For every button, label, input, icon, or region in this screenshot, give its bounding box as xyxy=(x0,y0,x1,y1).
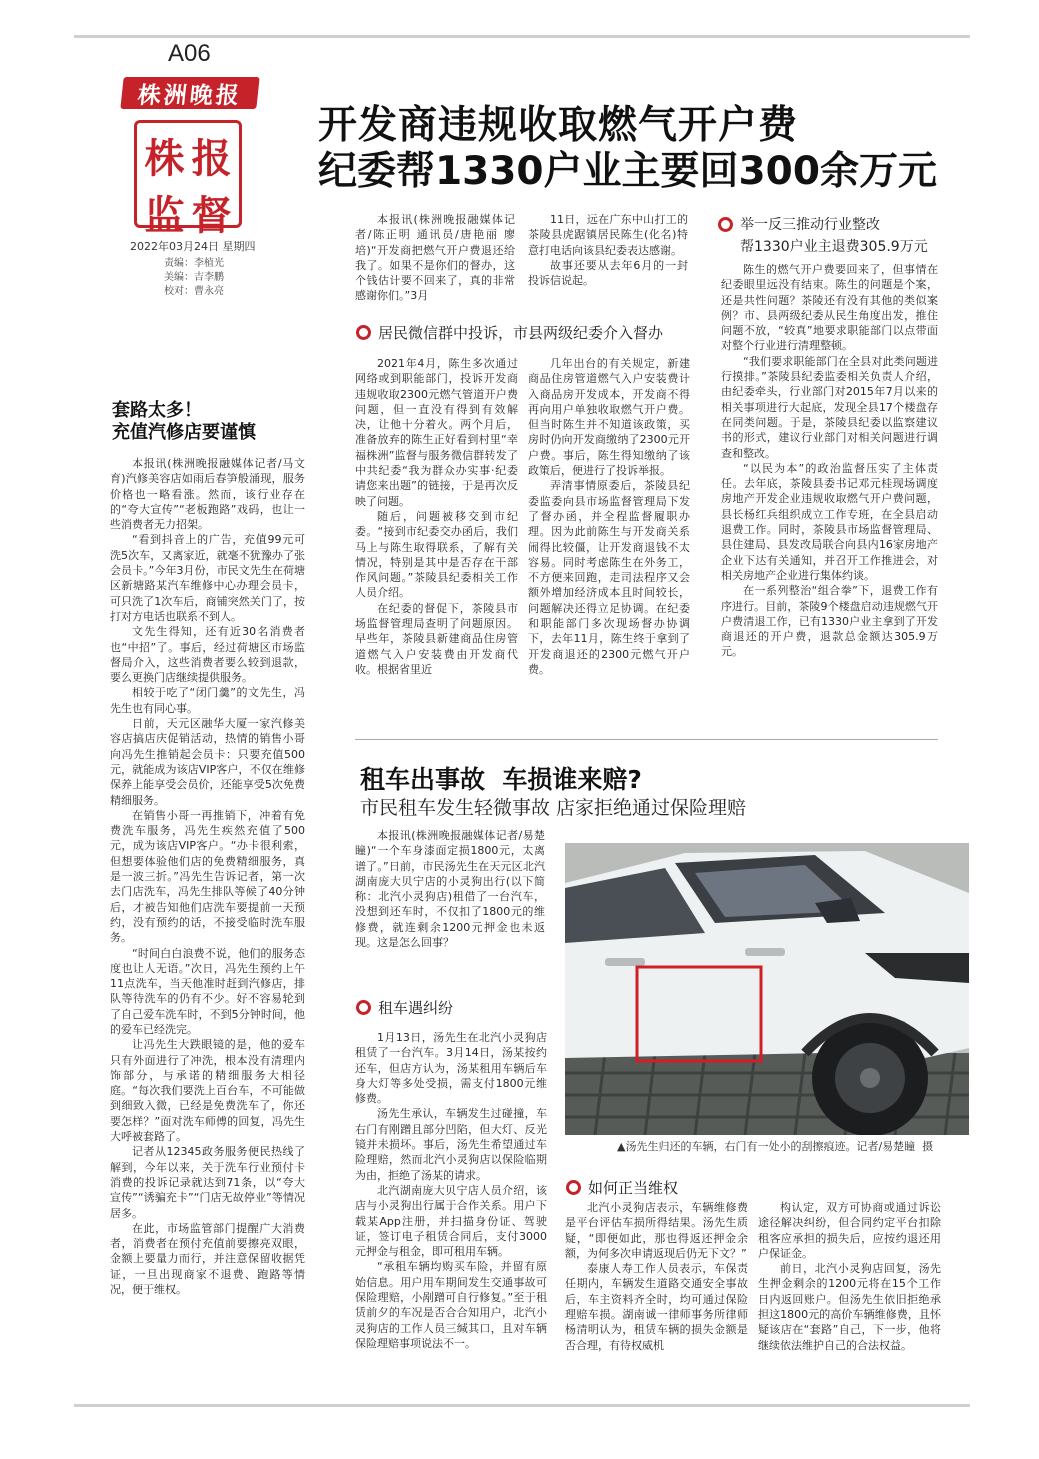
lead-subhead-2: 举一反三推动行业整改 帮1330户业主退费305.9万元 xyxy=(718,214,948,256)
car-intro: 本报讯(株洲晚报融媒体记者/易楚瞳)“一个车身漆面定损1800元，太离谱了。”日前，市民汤先生在天元区北汽湖南庞大贝宁店的小灵狗出行(以下简称：北汽小灵狗店)租借了一台汽车，没想到还车时，不仅扣了1800元的维修费，就连剩余1200元押金也未返现。这是怎么回事？ xyxy=(355,829,545,950)
left-headline-line1: 套路太多！ xyxy=(112,400,202,421)
lead-intro-col2: 11日，远在广东中山打工的茶陵县虎踞镇居民陈生(化名)特意打电话向该县纪委表达感谢。 故事还要从去年6月的一封投诉信说起。 xyxy=(528,213,688,288)
bullet-dot-icon xyxy=(356,1000,371,1015)
car-sub1-col: 1月13日，汤先生在北汽小灵狗店租赁了一台汽车。3月14日，汤某按约还车，但店方认为，汤某租用车辆后车身大灯等多处受损，需支付1800元维修费。 汤先生承认，车辆发生过碰撞，车右门有刚蹭且部分凹陷，但大灯、反光镜并未损坏。事后，汤先生希望通过车险理赔，然而北汽小灵狗店以保险临期为由，拒绝了汤某的请求。 北汽湖南庞大贝宁店人员介绍，该店与小灵狗出行属于合作关系。用户下载某App注册，并扫描身份证、驾驶证，签订电子租赁合同后，支付3000元押金与租金，即可租用车辆。 “承租车辆均购买车险，并留有原始信息。用户用车期间发生交通事故可保险理赔，小剐蹭可自行修复。”至于租赁前夕的车况是否合合知用户，北汽小灵狗店的工作人员三缄其口，且对车辆保险理赔事项说法不一。 xyxy=(355,1031,547,1350)
lead-sub1-col2: 几年出台的有关规定，新建商品住房管道燃气入户安装费计入商品房开发成本，开发商不得再向用户单独收取燃气开户费。但当时陈生并不知道该政策，买房时仍向开发商缴纳了2300元开户费。事后，陈生得知缴纳了该政策后，便进行了投诉举报。 弄清事情原委后，茶陵县纪委监委向县市场监督管理局下发了督办函，并全程监督履职办理。因为此前陈生与开发商关系闹得比较僵，让开发商退钱不太容易。同时考虑陈生在外务工，不方便来回跑，走司法程序又会额外增加经济成本且时间较长，问题解决还得立足协调。在纪委和职能部门多次现场督办协调下，去年11月，陈生终于拿到了开发商退还的2300元燃气开户费。 xyxy=(528,357,690,676)
top-rule xyxy=(74,35,970,38)
lead-headline-line2: 纪委帮1330户业主要回300余万元 xyxy=(318,149,937,194)
bottom-rule xyxy=(74,1404,970,1407)
seal-char: 督 xyxy=(191,192,232,239)
lead-sub2-col: 陈生的燃气开户费要回来了，但事情在纪委眼里远没有结束。陈生的问题是个案，还是共性问题？茶陵还有没有其他的类似案例？市、县两级纪委从民生角度出发，推住问题不放，“较真”地要求职能部门以点带面对整个行业进行清理整顿。 “我们要求职能部门在全县对此类问题进行摸排。”茶陵县纪委监委相关负责人介绍，由纪委牵头，行业部门对2015年7月以来的相关事项进行大起底，发现全县17个楼盘存在同类问题。于是，茶陵县纪委以监察建议书的形式，建议行业部门对相关问题进行调查和整改。 “以民为本”的政治监督压实了主体责任。去年底，茶陵县委书记邓元桂现场调度房地产开发企业违规收取燃气开户费问题，县长杨红兵组织成立工作专班，在全县启动退费工作。同时，茶陵县市场监督管理局、县住建局、县发改局联合向县内16家房地产企业下达有关通知，并召开工作推进会，对相关房地产企业进行集体约谈。 在一系列整治“组合拳”下，退费工作有序进行。目前，茶陵9个楼盘启动违规燃气开户费清退工作，已有1330户业主拿到了开发商退还的开户费，退款总金额达305.9万元。 xyxy=(721,263,938,659)
bullet-dot-icon xyxy=(356,325,371,340)
left-headline-line2: 充值汽修店要谨慎 xyxy=(112,422,256,443)
car-subhead-2: 如何正当维权 xyxy=(566,1177,678,1198)
car-photo xyxy=(565,843,969,1135)
credit-editor: 责编：李植光 xyxy=(164,258,224,269)
seal-char: 报 xyxy=(191,135,232,182)
seal-char: 监 xyxy=(144,192,185,239)
masthead-logo xyxy=(120,77,259,109)
car-headline: 租车出事故 车损谁来赔? xyxy=(360,765,642,794)
car-subhead-1: 租车遇纠纷 xyxy=(356,997,453,1018)
credit-designer: 美编：吉李鹏 xyxy=(164,272,224,283)
issue-date: 2022年03月24日 星期四 xyxy=(130,240,256,253)
lead-headline-line1: 开发商违规收取燃气开户费 xyxy=(318,103,799,148)
car-subheadline: 市民租车发生轻微事故 店家拒绝通过保险理赔 xyxy=(360,797,747,819)
left-story-body: 本报讯(株洲晚报融媒体记者/马文育)汽修美容店如雨后春笋般涌现，服务价格也一略看涨。然而，该行业存在的“夸大宣传”“老板跑路”戏码，也让一些消费者无力招架。 “看到抖音上的广告，充值99元可洗5次车，又离家近，就毫不犹豫办了张会员卡。”今年3月份，市民文先生在荷塘区新塘路某汽车维修中心办理会员卡，可只洗了1次车后，商铺突然关门了，按打对方电话也联系不到人。 文先生得知，还有近30名消费者也“中招”了。事后，经过荷塘区市场监督局介入，这些消费者要么较到退款，要么更换门店继续提供服务。 相较于吃了“闭门羹”的文先生，冯先生也有同心事。 日前，天元区融华大厦一家汽修美容店搞店庆促销活动，热情的销售小哥向冯先生推销起会员卡：只要充值500元，就能成为该店VIP客户，不仅在维修保养上能享受会员价，还能享受5次免费精细服务。 在销售小哥一再推销下，冲着有免费洗车服务，冯先生疾然充值了500元，成为该店VIP客户。“办卡很利索，但想要体验他们店的免费精细服务，真是一波三折。”冯先生告诉记者，第一次去门店洗车，冯先生排队等候了40分钟后，才被告知他们店洗车要提前一天预约，没有预约的话，不接受临时洗车服务。 “时间白白浪费不说，他们的服务态度也让人无语。”次日，冯先生预约上午11点洗车，当天他准时赶到汽修店，排队等待洗车的仍有不少。好不容易轮到了自己爱车洗车时，不到5分钟时间，他的爱车已经洗完。 让冯先生大跌眼镜的是，他的爱车只有外面进行了冲洗，根本没有清理内饰部分，与承诺的精细服务大相径庭。“每次我们要洗上百台车，不可能做到细致入微，已经是免费洗车了，你还要怎样？”面对洗车师傅的回复，冯先生大呼被套路了。 记者从12345政务服务便民热线了解到，今年以来，关于洗车行业预付卡消费的投诉记录就达到71条，以“夸大宣传”“诱骗充卡”“门店无故停业”等情况居多。 在此，市场监管部门提醒广大消费者，消费者在预付充值前要擦亮双眼，金额上要量力而行，并注意保留收据凭证，一旦出现商家不退费、跑路等情况，便于维权。 xyxy=(110,457,305,1297)
photo-caption: ▲汤先生归还的车辆，右门有一处小的刮擦痕迹。记者/易楚瞳 摄 xyxy=(617,1140,934,1153)
section-divider xyxy=(355,739,938,740)
seal-char: 株 xyxy=(144,135,185,182)
lead-subhead-1: 居民微信群中投诉，市县两级纪委介入督办 xyxy=(356,322,663,343)
car-sub2-col1: 北汽小灵狗店表示，车辆维修费是平台评估车损所得结果。汤先生质疑，“即便如此，那也得返还押金余额，为何多次申请返现后仍无下文？” 泰康人寿工作人员表示，车保责任期内，车辆发生道路交通安全事故后，车主资料齐全时，均可通过保险理赔车损。湖南诚一律师事务所律师杨清明认为，租赁车辆的损失金额是否合理，有待权威机 xyxy=(565,1201,748,1352)
seal-stamp xyxy=(134,120,242,239)
car-sub2-col2: 构认定，双方可协商或通过诉讼途径解决纠纷，但合同约定平台扣除租客应承担的损失后，应按约退还用户保证金。 前日，北汽小灵狗店回复，汤先生押金剩余的1200元将在15个工作日内返回账户。但汤先生依旧拒绝承担这1800元的高价车辆维修费，且怀疑该店在“套路”自己，下一步，他将继续依法维护自己的合法权益。 xyxy=(758,1201,941,1352)
bullet-dot-icon xyxy=(718,217,733,232)
lead-intro-col1: 本报讯(株洲晚报融媒体记者/陈正明 通讯员/唐艳丽 廖培)“开发商把燃气开户费退还给我了。如果不是你们的督办，这个钱估计要不回来了，真的非常感谢你们。”3月 xyxy=(355,213,515,303)
page-number: A06 xyxy=(168,40,211,67)
bullet-dot-icon xyxy=(566,1180,581,1195)
credit-proofreader: 校对：曹永亮 xyxy=(164,286,224,297)
car-photo-illustration xyxy=(565,843,969,1135)
lead-sub1-col1: 2021年4月，陈生多次通过网络或到职能部门，投诉开发商违规收取2300元燃气管道开户费问题，但一直没有得到有效解决，让他十分着火。两个月后，准备放弃的陈生正好看到村里“幸福株洲”监督与服务微信群转发了中共纪委“我为群众办实事·纪委请您来出题”的链接，于是再次反映了问题。 随后，问题被移交到市纪委。“接到市纪委交办函后，我们马上与陈生取得联系，了解有关情况，特别是其中是否存在干部作风问题。”茶陵县纪委相关工作人员介绍。 在纪委的督促下，茶陵县市场监督管理局查明了问题原因。早些年，茶陵县新建商品住房管道燃气入户安装费由开发商代收。根据省里近 xyxy=(355,357,518,676)
masthead-text: 株洲晚报 xyxy=(136,81,244,109)
